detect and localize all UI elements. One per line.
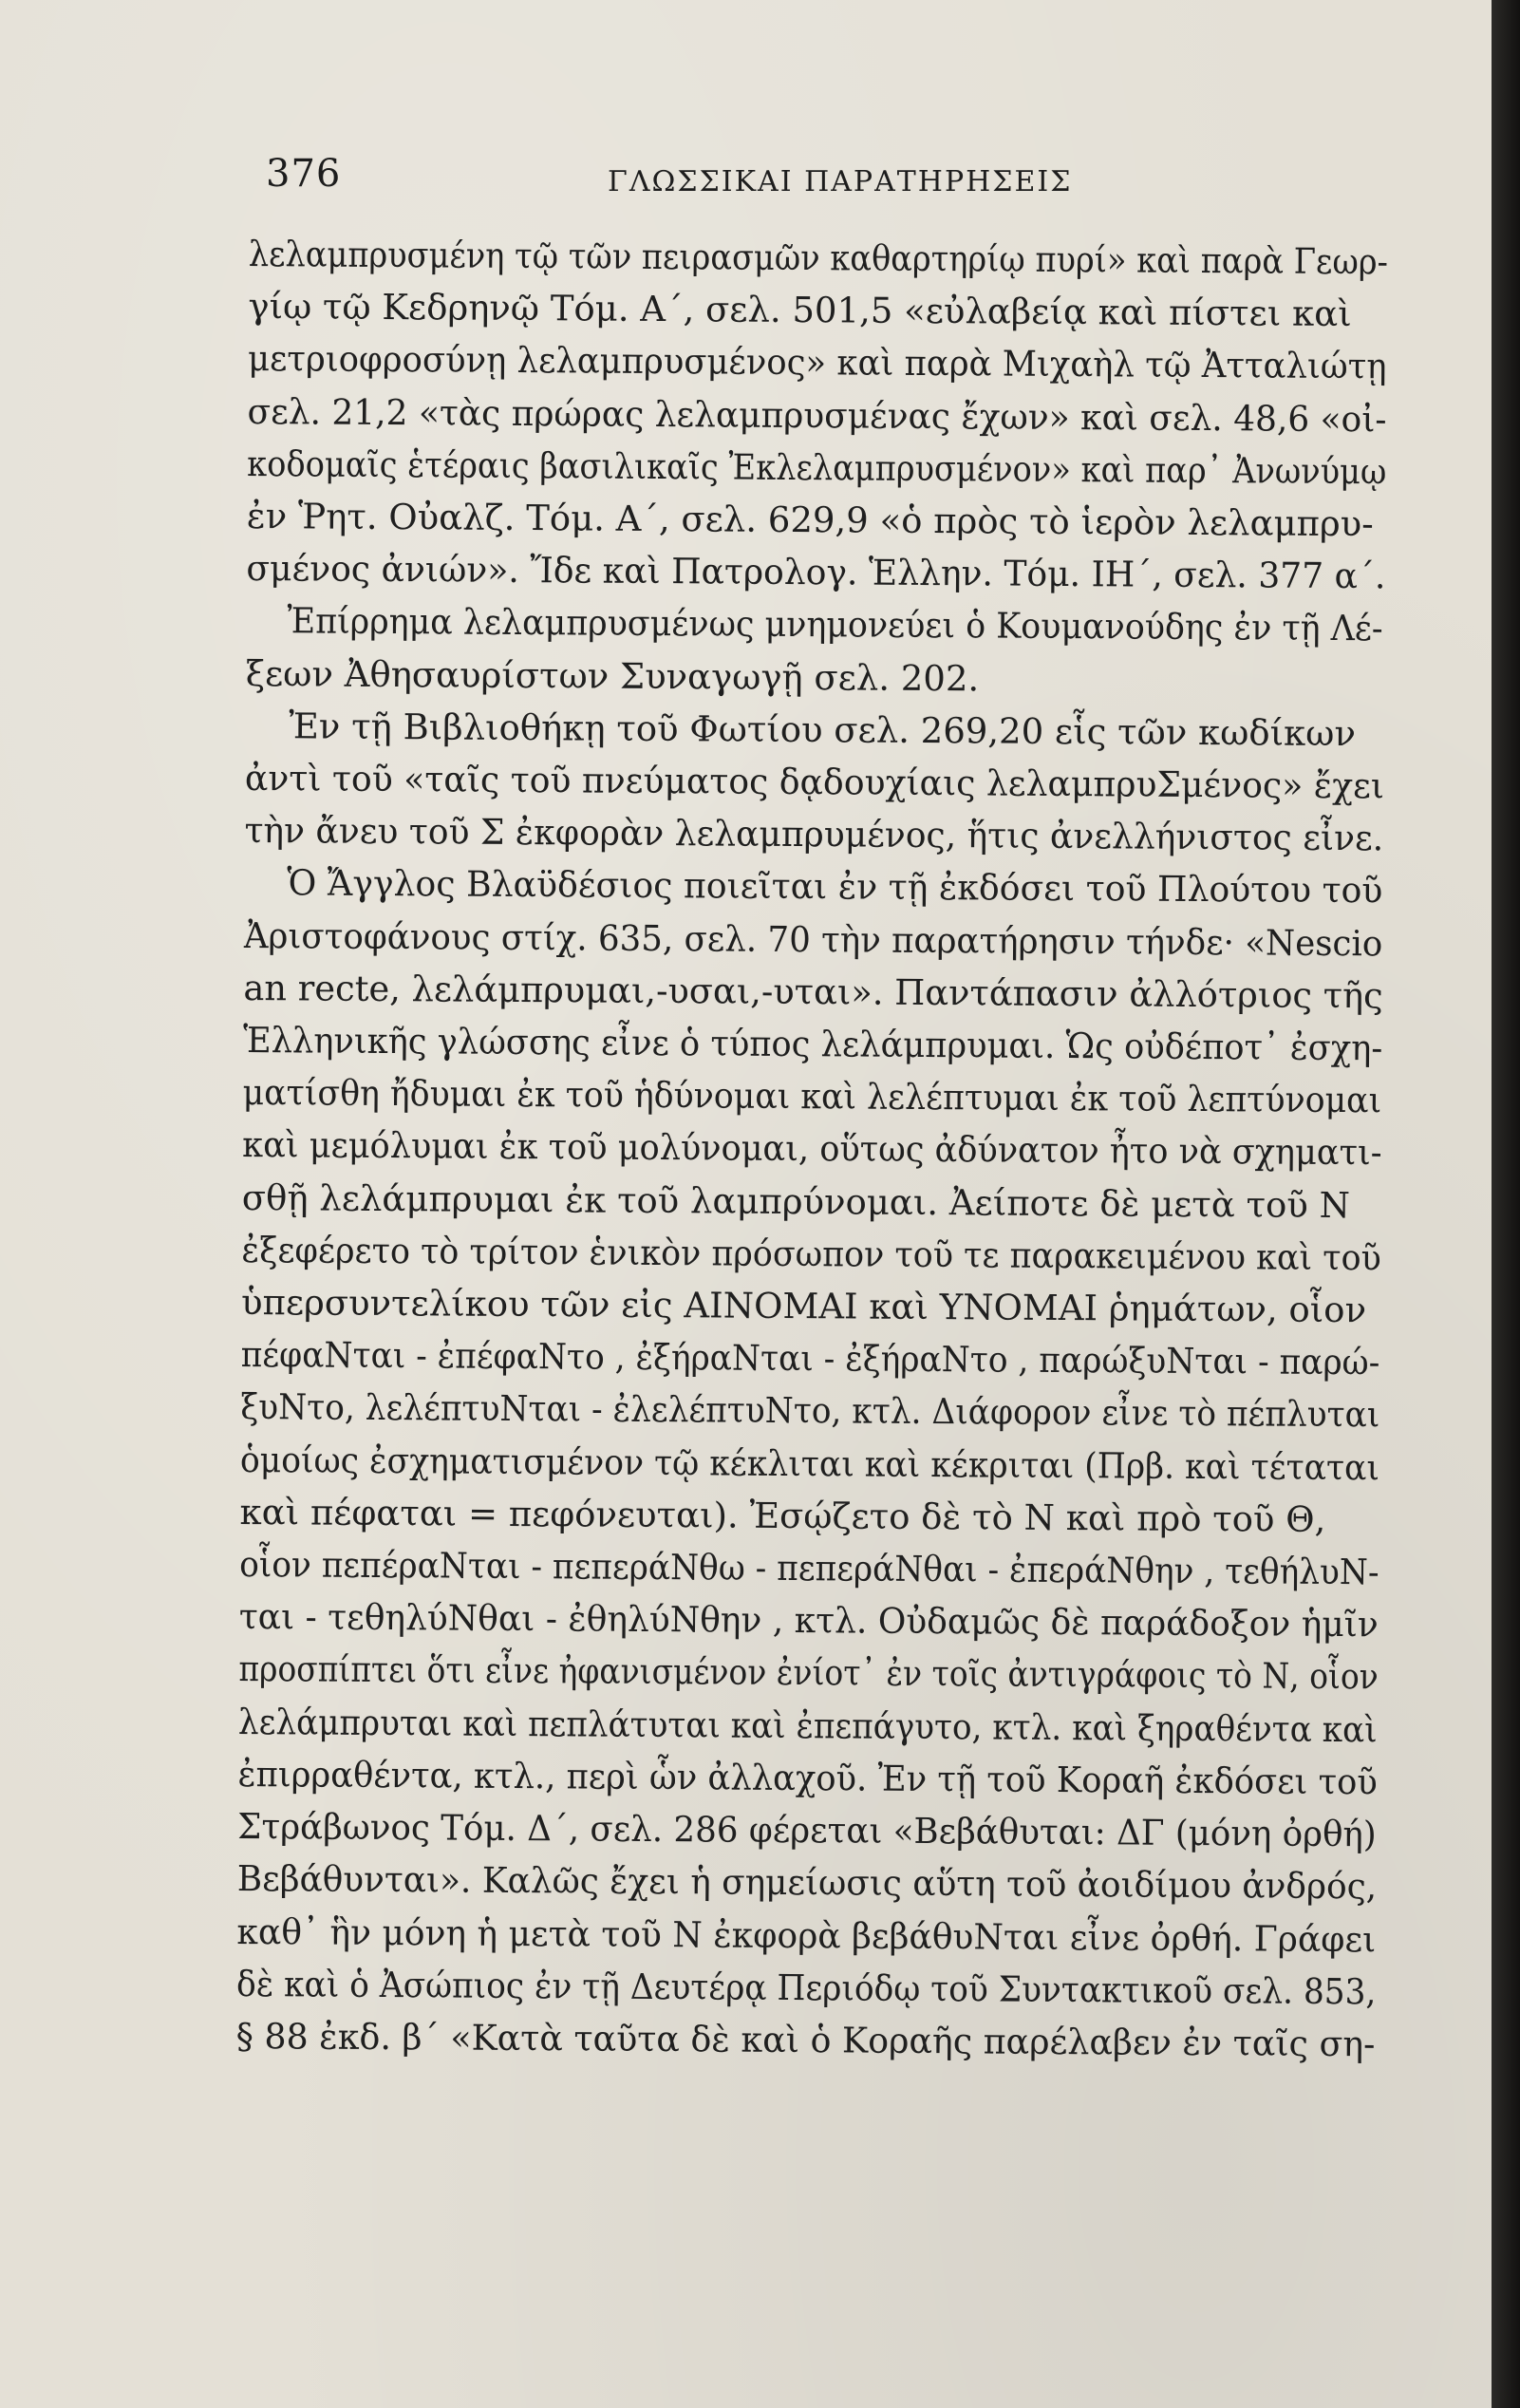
text-line: ἐξεφέρετο τὸ τρίτον ἑνικὸν πρόσωπον τοῦ τε παρακειμένου καὶ τοῦ: [241, 1229, 1381, 1279]
page-number: 376: [266, 152, 342, 196]
text-line: ματίσθη ἤδυμαι ἐκ τοῦ ἡδύνομαι καὶ λελέπτυμαι ἐκ τοῦ λεπτύνομαι: [242, 1072, 1382, 1121]
book-gutter: [1492, 0, 1520, 2408]
text-line: ὁμοίως ἐσχηματισμένον τῷ κέκλιται καὶ κέκριται (Πρβ. καὶ τέταται: [239, 1439, 1380, 1489]
text-line: τὴν ἄνευ τοῦ Σ ἐκφορὰν λελαμπρυμένος, ἥτις ἀνελλήνιστος εἶνε.: [244, 810, 1384, 859]
text-line: Ὁ Ἄγγλος Βλαϋδέσιος ποιεῖται ἐν τῇ ἐκδόσει τοῦ Πλούτου τοῦ: [287, 862, 1383, 912]
running-head: ΓΛΩΣΣΙΚΑΙ ΠΑΡΑΤΗΡΗΣΕΙΣ: [608, 165, 1073, 198]
text-line: ται - τεθηλύΝθαι - ἐθηλύΝθην , κτλ. Οὐδαμῶς δὲ παράδοξον ἡμῖν: [238, 1596, 1379, 1646]
text-line: Βεβάθυνται». Καλῶς ἔχει ἡ σημείωσις αὕτη τοῦ ἀοιδίμου ἀνδρός,: [236, 1858, 1378, 1908]
text-line: ὑπερσυντελίκου τῶν εἰς ΑΙΝΟΜΑΙ καὶ ΥΝΟΜΑΙ ῥημάτων, οἷον: [240, 1282, 1367, 1331]
text-line: καὶ μεμόλυμαι ἐκ τοῦ μολύνομαι, οὕτως ἀδύνατον ἦτο νὰ σχηματι-: [242, 1124, 1382, 1174]
text-line: ἐπιρραθέντα, κτλ., περὶ ὧν ἀλλαχοῦ. Ἐν τῇ τοῦ Κοραῆ ἐκδόσει τοῦ: [237, 1753, 1378, 1803]
text-line: λελαμπρυσμένη τῷ τῶν πειρασμῶν καθαρτηρίῳ πυρί» καὶ παρὰ Γεωρ-: [248, 233, 1388, 283]
text-line: καθ᾽ ἣν μόνη ἡ μετὰ τοῦ Ν ἐκφορὰ βεβάθυΝται εἶνε ὀρθή. Γράφει: [236, 1910, 1377, 1960]
text-line: λελάμπρυται καὶ πεπλάτυται καὶ ἐπεπάγυτο, κτλ. καὶ ξηραθέντα καὶ: [237, 1701, 1378, 1751]
text-line: ἀντὶ τοῦ «ταῖς τοῦ πνεύματος δᾳδουχίαις λελαμπρυΣμένος» ἔχει: [244, 758, 1385, 807]
page-header: [266, 152, 1396, 209]
text-line: Στράβωνος Τόμ. Δ΄, σελ. 286 φέρεται «Βεβάθυται: ΔΓ (μόνη ὀρθή): [237, 1806, 1377, 1855]
text-line: ξυΝτο, λελέπτυΝται - ἐλελέπτυΝτο, κτλ. Διάφορον εἶνε τὸ πέπλυται: [240, 1386, 1380, 1436]
text-line: Ἐπίρρημα λελαμπρυσμένως μνημονεύει ὁ Κουμανούδης ἐν τῇ Λέ-: [287, 600, 1383, 649]
text-line: an recte, λελάμπρυμαι,-υσαι,-υται». Παντάπασιν ἀλλότριος τῆς: [243, 967, 1383, 1017]
text-line: σμένος ἀνιών». Ἴδε καὶ Πατρολογ. Ἑλλην. Τόμ. ΙΗ΄, σελ. 377 α΄.: [246, 548, 1386, 597]
text-line: καὶ πέφαται = πεφόνευται). Ἐσῴζετο δὲ τὸ Ν καὶ πρὸ τοῦ Θ,: [239, 1491, 1326, 1540]
text-line: Ἑλληνικῆς γλώσσης εἶνε ὁ τύπος λελάμπρυμαι. Ὡς οὐδέποτ᾽ ἐσχη-: [242, 1020, 1383, 1069]
body-text: [236, 228, 1388, 2070]
text-line: ξεων Ἀθησαυρίστων Συναγωγῇ σελ. 202.: [245, 652, 980, 700]
text-line: σελ. 21,2 «τὰς πρώρας λελαμπρυσμένας ἔχων» καὶ σελ. 48,6 «οἰ-: [247, 390, 1387, 440]
text-line: γίῳ τῷ Κεδρηνῷ Τόμ. Α΄, σελ. 501,5 «εὐλαβείᾳ καὶ πίστει καὶ: [248, 286, 1352, 335]
text-line: οἷον πεπέραΝται - πεπεράΝθω - πεπεράΝθαι - ἐπεράΝθην , τεθήλυΝ-: [239, 1544, 1379, 1593]
text-line: σθῇ λελάμπρυμαι ἐκ τοῦ λαμπρύνομαι. Ἀείποτε δὲ μετὰ τοῦ Ν: [241, 1176, 1351, 1226]
text-line: ἐν Ῥητ. Οὐαλζ. Τόμ. Α΄, σελ. 629,9 «ὁ πρὸς τὸ ἱερὸν λελαμπρυ-: [246, 496, 1374, 545]
text-line: Ἀριστοφάνους στίχ. 635, σελ. 70 τὴν παρατήρησιν τήνδε· «Nescio: [243, 914, 1383, 964]
text-line: πέφαΝται - ἐπέφαΝτο , ἐξήραΝται - ἐξήραΝτο , παρώξυΝται - παρώ-: [240, 1334, 1380, 1383]
text-line: Ἐν τῇ Βιβλιοθήκῃ τοῦ Φωτίου σελ. 269,20 εἷς τῶν κωδίκων: [289, 705, 1357, 754]
text-line: κοδομαῖς ἑτέραις βασιλικαῖς Ἐκλελαμπρυσμένον» καὶ παρ᾽ Ἀνωνύμῳ: [247, 442, 1387, 493]
text-line: § 88 ἐκδ. β΄ «Κατὰ ταῦτα δὲ καὶ ὁ Κοραῆς παρέλαβεν ἐν ταῖς ση-: [235, 2015, 1376, 2065]
text-line: προσπίπτει ὅτι εἶνε ἠφανισμένον ἐνίοτ᾽ ἐν τοῖς ἀντιγράφοις τὸ Ν, οἷον: [238, 1648, 1379, 1698]
text-line: δὲ καὶ ὁ Ἀσώπιος ἐν τῇ Δευτέρᾳ Περιόδῳ τοῦ Συντακτικοῦ σελ. 853,: [235, 1963, 1377, 2013]
text-line: μετριοφροσύνῃ λελαμπρυσμένος» καὶ παρὰ Μιχαὴλ τῷ Ἀτταλιώτῃ: [247, 338, 1387, 387]
